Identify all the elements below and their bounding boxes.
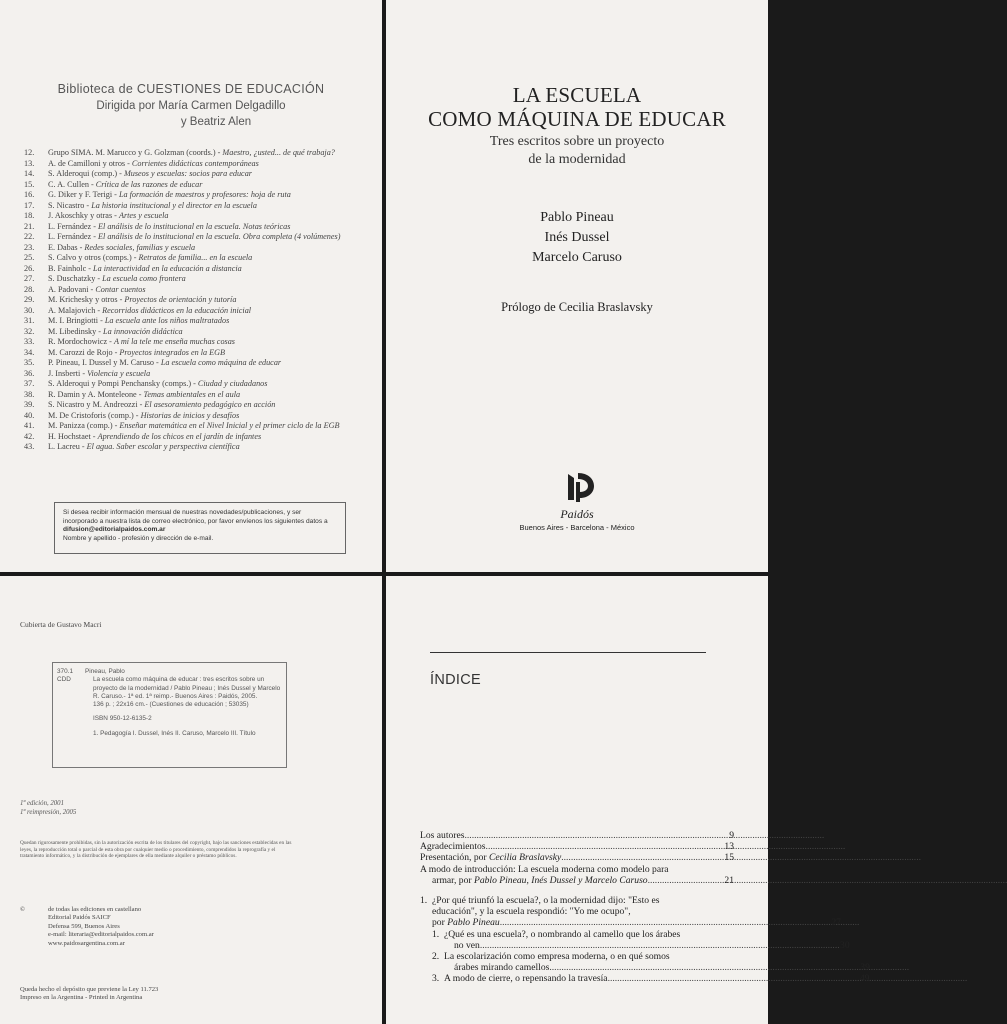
book-list-item — [24, 211, 358, 222]
book-list-item — [24, 337, 358, 348]
book-entry: J. Insberti - Violencia y escuela — [48, 368, 151, 378]
toc-label: A modo de cierre, o repensando la travesía — [444, 973, 608, 985]
book-entry: L. Fernández - El análisis de lo institucional en la escuela. Obra completa (4 volúmenes) — [48, 232, 341, 241]
toc-entry — [420, 830, 734, 841]
book-list-item — [24, 180, 358, 191]
book-subtitle-line2: de la modernidad — [528, 151, 626, 167]
legal-deposit — [20, 986, 158, 1003]
toc-number: 2. — [432, 951, 440, 963]
book-entry: Grupo SIMA. M. Marucco y G. Golzman (coords.) - Maestro, ¿usted... de qué trabaja? — [48, 148, 335, 157]
book-list-item — [24, 390, 358, 401]
book-number: 37. — [24, 379, 35, 388]
book-number: 42. — [24, 431, 35, 441]
authors — [386, 208, 768, 268]
catalog-card — [52, 662, 287, 768]
toc-label: armar, por Pablo Pineau, Inés Dussel y Marcelo Caruso — [432, 874, 648, 886]
book-entry: M. Krichesky y otros - Proyectos de orientación y tutoría — [48, 295, 237, 304]
book-list-item — [24, 159, 358, 170]
book-entry: A. Padovani - Contar cuentos — [48, 284, 146, 294]
book-list-item — [24, 411, 358, 422]
book-title — [386, 83, 768, 131]
book-number: 21. — [24, 221, 35, 231]
toc-section — [420, 951, 870, 974]
book-list-item — [24, 253, 358, 264]
toc-page: 49 — [859, 973, 870, 985]
title-page — [386, 0, 768, 572]
book-number: 22. — [24, 232, 35, 241]
book-number: 39. — [24, 400, 35, 409]
copyright-symbol: © — [20, 906, 26, 913]
toc-label: no ven — [454, 939, 480, 951]
rights-line: de todas las ediciones en castellano — [48, 906, 142, 913]
book-entry: S. Alderoqui (comp.) - Museos y escuelas: socios para educar — [48, 169, 252, 178]
book-number: 41. — [24, 421, 35, 430]
toc-page: 13 — [724, 841, 734, 853]
book-number: 32. — [24, 326, 35, 336]
toc-section — [420, 928, 850, 951]
isbn: ISBN 950-12-6135-2 — [93, 715, 152, 723]
series-director-2: y Beatriz Alen — [180, 116, 252, 128]
book-entry: G. Diker y F. Terigi - La formación de maestros y profesores: hoja de ruta — [48, 190, 291, 199]
publisher-cities: Buenos Aires - Barcelona - México — [519, 523, 635, 532]
book-list-item — [24, 421, 358, 432]
book-number: 28. — [24, 284, 35, 294]
book-list-item — [24, 379, 358, 390]
notice-text: Si desea recibir información mensual de nuestras novedades/publicaciones, y ser incorporado a nuestra lista de correo electrónico, por favor envíenos los siguientes datos a — [63, 509, 328, 525]
toc-label: La escolarización como empresa moderna, o en qué somos — [444, 951, 670, 963]
toc-page: 15 — [724, 852, 734, 864]
book-entry: C. A. Cullen - Crítica de las razones de educar — [48, 179, 203, 189]
book-number: 34. — [24, 347, 35, 357]
book-list-item — [24, 358, 358, 369]
book-subtitle-line1: Tres escritos sobre un proyecto — [489, 134, 665, 149]
book-entry: S. Nicastro y M. Andreozzi - El asesoramiento pedagógico en acción — [48, 400, 276, 409]
catalog-subjects: 1. Pedagogía I. Dussel, Inés II. Caruso, Marcelo III. Título — [93, 729, 256, 737]
series-page — [0, 0, 382, 572]
book-number: 12. — [24, 148, 35, 157]
deposit-line: Queda hecho el depósito que previene la Ley 11.723 — [20, 986, 159, 993]
legal-notice: Quedan rigurosamente prohibidas, sin la autorización escrita de los titulares del copyright, bajo las sanciones establecidas en las leyes, la reproducción total o parcial de esta obra por cualquier medio o procedimiento, comprendidos la reprografía y el tratamiento informático, y la distribución de ejemplares de ella mediante alquiler o préstamo públicos. — [20, 840, 292, 860]
book-subtitle — [386, 133, 768, 168]
book-title-line2: COMO MÁQUINA DE EDUCAR — [428, 107, 726, 131]
book-list-item — [24, 201, 358, 212]
catalog-code-number: 370.1 — [57, 668, 73, 675]
book-number: 40. — [24, 410, 35, 420]
toc-page: 21 — [724, 874, 734, 886]
toc-chapter — [420, 895, 841, 929]
book-entry: R. Mordochowicz - A mí la tele me enseña muchas cosas — [48, 337, 235, 346]
toc-label: Agradecimientos — [420, 841, 486, 853]
book-number: 17. — [24, 200, 35, 210]
book-list-item — [24, 285, 358, 296]
series-header — [0, 82, 382, 130]
copyright-page — [0, 576, 382, 1024]
book-entry: L. Lacreu - El agua. Saber escolar y perspectiva científica — [48, 442, 240, 451]
toc-number: 1. — [420, 895, 428, 907]
toc-entry — [420, 852, 734, 863]
author-name: Marcelo Caruso — [532, 250, 622, 265]
book-number: 30. — [24, 305, 35, 315]
rights-line: e-mail: literaria@editorialpaidos.com.ar — [48, 931, 154, 939]
book-entry: J. Akoschky y otras - Artes y escuela — [48, 211, 169, 220]
book-number: 26. — [24, 263, 35, 273]
catalog-body — [85, 668, 282, 738]
toc-label: por Pablo Pineau — [432, 917, 500, 929]
toc-page: 9 — [729, 830, 734, 841]
toc-label: Los autores — [420, 830, 465, 841]
book-entry: A. Malajovich - Recorridos didácticos en la educación inicial — [48, 305, 252, 315]
book-list — [24, 148, 358, 453]
publisher-logo-icon — [554, 470, 600, 504]
toc-entry — [420, 864, 734, 886]
book-number: 36. — [24, 368, 35, 378]
toc-number: 1. — [432, 928, 440, 940]
book-number: 35. — [24, 358, 35, 367]
toc-entry — [420, 841, 734, 852]
catalog-author: Pineau, Pablo — [85, 668, 125, 675]
book-entry: M. De Cristoforis (comp.) - Historias de inicios y desafíos — [48, 410, 240, 420]
publisher-name: Paidós — [560, 507, 594, 521]
book-entry: M. Panizza (comp.) - Enseñar matemática en el Nivel Inicial y el primer ciclo de la EGB — [48, 421, 340, 430]
book-number: 23. — [24, 242, 35, 252]
book-list-item — [24, 369, 358, 380]
book-number: 13. — [24, 158, 35, 168]
index-page — [386, 576, 870, 1024]
catalog-code-label: CDD — [57, 676, 71, 684]
toc-page: 39 — [860, 962, 870, 974]
book-list-item — [24, 400, 358, 411]
notice-fields: Nombre y apellido - profesión y dirección de e-mail. — [63, 534, 214, 542]
book-number: 27. — [24, 274, 35, 283]
rights-block — [20, 906, 320, 948]
toc-page: 27 — [831, 917, 841, 929]
book-number: 38. — [24, 389, 35, 399]
catalog-code — [57, 668, 85, 738]
toc-label: A modo de introducción: La escuela moderna como modelo para — [420, 863, 669, 875]
toc-page: 30 — [840, 939, 850, 951]
series-director-1: Dirigida por María Carmen Delgadillo — [96, 100, 286, 112]
book-list-item — [24, 222, 358, 233]
toc-label: educación", y la escuela respondió: "Yo me ocupo", — [432, 906, 631, 918]
book-list-item — [24, 148, 358, 159]
book-entry: B. Fainholc - La interactividad en la educación a distancia — [48, 263, 242, 273]
toc-section — [420, 973, 870, 985]
book-entry: M. Carozzi de Rojo - Proyectos integrados en la EGB — [48, 347, 226, 357]
edition-reprint: 1ª reimpresión, 2005 — [20, 808, 77, 816]
series-title: Biblioteca de CUESTIONES DE EDUCACIÓN — [57, 82, 325, 96]
book-list-item — [24, 232, 358, 243]
notice-email: difusion@editorialpaidos.com.ar — [63, 526, 166, 534]
book-number: 31. — [24, 316, 35, 325]
book-list-item — [24, 169, 358, 180]
book-list-item — [24, 432, 358, 443]
book-list-item — [24, 306, 358, 317]
toc-label: árabes mirando camellos — [454, 962, 550, 974]
book-list-item — [24, 190, 358, 201]
book-title-line1: LA ESCUELA — [512, 83, 642, 107]
book-list-item — [24, 348, 358, 359]
book-entry: M. Libedinsky - La innovación didáctica — [48, 326, 183, 336]
catalog-physical: 136 p. ; 22x16 cm.- (Cuestiones de educación ; 53035) — [93, 701, 249, 709]
newsletter-notice — [54, 502, 346, 554]
toc-label: Presentación, por Cecilia Braslavsky — [420, 852, 562, 864]
rights-line: Defensa 599, Buenos Aires — [48, 922, 120, 930]
book-entry: E. Dabas - Redes sociales, familias y escuela — [48, 242, 196, 252]
index-title: ÍNDICE — [430, 672, 481, 688]
index-rule — [430, 652, 706, 653]
book-number: 15. — [24, 179, 35, 189]
book-entry: H. Hochstaet - Aprendiendo de los chicos en el jardín de infantes — [48, 431, 262, 441]
book-list-item — [24, 327, 358, 338]
book-number: 14. — [24, 169, 35, 178]
book-entry: R. Damin y A. Monteleone - Temas ambientales en el aula — [48, 389, 241, 399]
book-entry: A. de Camilloni y otros - Corrientes didácticas contemporáneas — [48, 158, 259, 168]
catalog-description: La escuela como máquina de educar : tres escritos sobre un proyecto de la modernidad / Pablo Pineau ; Inés Dussel y Marcelo R. Caruso.- 1ª ed. 1ª reimp.- Buenos Aires : Paidós, 2005. — [93, 676, 281, 700]
author-name: Pablo Pineau — [540, 210, 614, 225]
table-of-contents — [420, 830, 870, 985]
rights-line: Editorial Paidós SAICF — [48, 914, 111, 922]
book-number: 29. — [24, 295, 35, 304]
book-list-item — [24, 264, 358, 275]
book-number: 16. — [24, 190, 35, 199]
book-entry: S. Duschatzky - La escuela como frontera — [48, 274, 186, 283]
book-entry: L. Fernández - El análisis de lo institucional en la escuela. Notas teóricas — [48, 221, 291, 231]
book-list-item — [24, 295, 358, 306]
book-entry: M. I. Bringiotti - La escuela ante los niños maltratados — [48, 316, 230, 325]
edition-info — [20, 800, 76, 818]
book-list-item — [24, 274, 358, 285]
rights-line: www.paidosargentina.com.ar — [48, 939, 125, 947]
book-list-item — [24, 442, 358, 453]
book-entry: P. Pineau, I. Dussel y M. Caruso - La escuela como máquina de educar — [48, 358, 282, 367]
book-entry: S. Alderoqui y Pompi Penchansky (comps.) - Ciudad y ciudadanos — [48, 379, 268, 388]
toc-number: 3. — [432, 973, 440, 985]
author-name: Inés Dussel — [544, 230, 610, 245]
book-entry: S. Calvo y otros (comps.) - Retratos de familia... en la escuela — [48, 253, 253, 262]
cover-credit: Cubierta de Gustavo Macri — [20, 620, 102, 629]
book-number: 33. — [24, 337, 35, 346]
prologue-credit: Prólogo de Cecilia Braslavsky — [501, 300, 653, 314]
book-number: 25. — [24, 253, 35, 262]
toc-label: ¿Por qué triunfó la escuela?, o la modernidad dijo: "Esto es — [432, 895, 660, 907]
toc-label: ¿Qué es una escuela?, o nombrando al camello que los árabes — [444, 928, 681, 940]
deposit-line: Impreso en la Argentina - Printed in Argentina — [20, 994, 143, 1002]
book-entry: S. Nicastro - La historia institucional y el director en la escuela — [48, 200, 257, 210]
book-number: 18. — [24, 211, 35, 220]
book-list-item — [24, 316, 358, 327]
book-number: 43. — [24, 442, 35, 451]
edition-first: 1ª edición, 2001 — [20, 800, 64, 807]
book-list-item — [24, 243, 358, 254]
